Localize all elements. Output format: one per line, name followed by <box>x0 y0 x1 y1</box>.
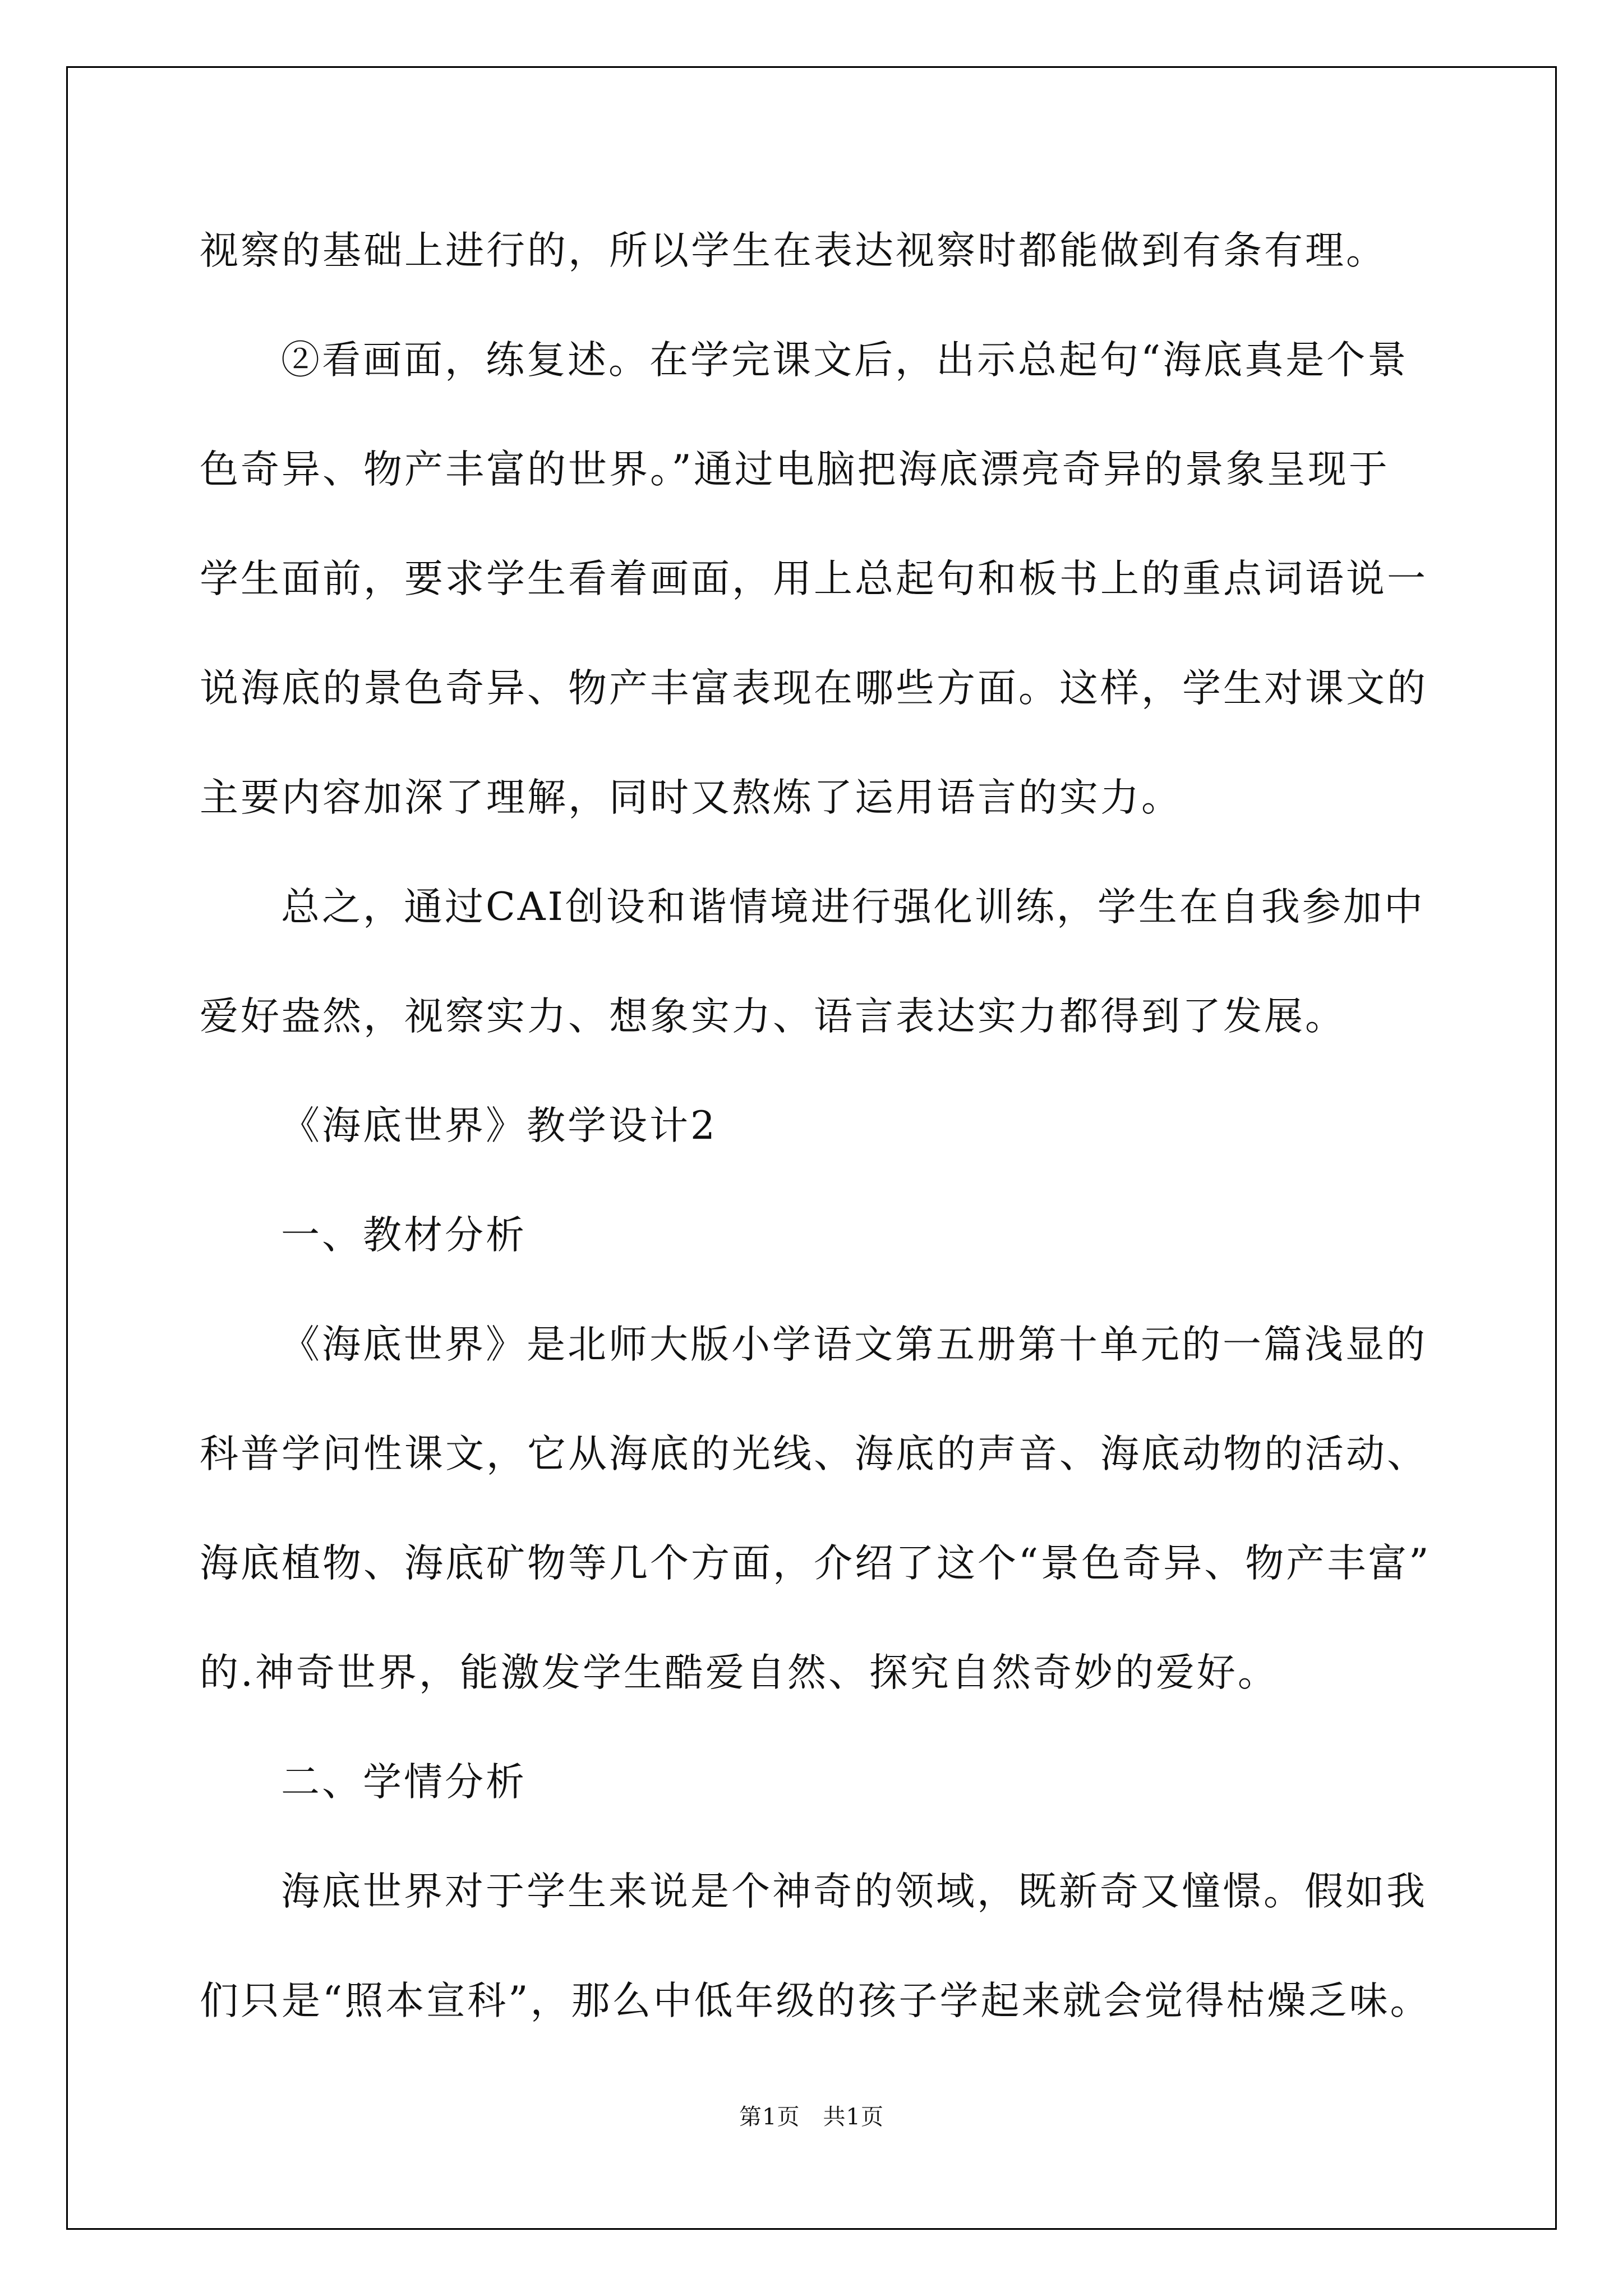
text-line: 色奇异、物产丰富的世界。”通过电脑把海底漂亮奇异的景象呈现于 <box>200 447 1390 492</box>
text-line: 爱好盎然，视察实力、想象实力、语言表达实力都得到了发展。 <box>200 994 1346 1039</box>
text-line: 学生面前，要求学生看着画面，用上总起句和板书上的重点词语说一 <box>200 556 1428 601</box>
text-line: 主要内容加深了理解，同时又熬炼了运用语言的实力。 <box>200 775 1182 820</box>
text-line: 视察的基础上进行的，所以学生在表达视察时都能做到有条有理。 <box>200 228 1387 273</box>
section-title: 《海底世界》教学设计2 <box>281 1103 717 1148</box>
page-footer: 第1页 共1页 <box>739 2104 884 2130</box>
section-heading: 二、学情分析 <box>281 1760 527 1805</box>
text-line: ②看画面，练复述。在学完课文后，出示总起句“海底真是个景 <box>281 338 1409 383</box>
text-line: 《海底世界》是北师大版小学语文第五册第十单元的一篇浅显的 <box>281 1322 1427 1367</box>
text-line: 的.神奇世界，能激发学生酷爱自然、探究自然奇妙的爱好。 <box>200 1650 1279 1695</box>
text-line: 海底植物、海底矿物等几个方面，介绍了这个“景色奇异、物产丰富” <box>200 1541 1431 1586</box>
text-line: 总之，通过CAI创设和谐情境进行强化训练，学生在自我参加中 <box>281 885 1425 930</box>
section-heading: 一、教材分析 <box>281 1213 527 1258</box>
text-line: 海底世界对于学生来说是个神奇的领域，既新奇又憧憬。假如我 <box>281 1869 1427 1914</box>
text-line: 科普学问性课文，它从海底的光线、海底的声音、海底动物的活动、 <box>200 1432 1428 1476</box>
text-line: 们只是“照本宣科”，那么中低年级的孩子学起来就会觉得枯燥乏味。 <box>200 1978 1431 2023</box>
text-line: 说海底的景色奇异、物产丰富表现在哪些方面。这样，学生对课文的 <box>200 666 1428 711</box>
